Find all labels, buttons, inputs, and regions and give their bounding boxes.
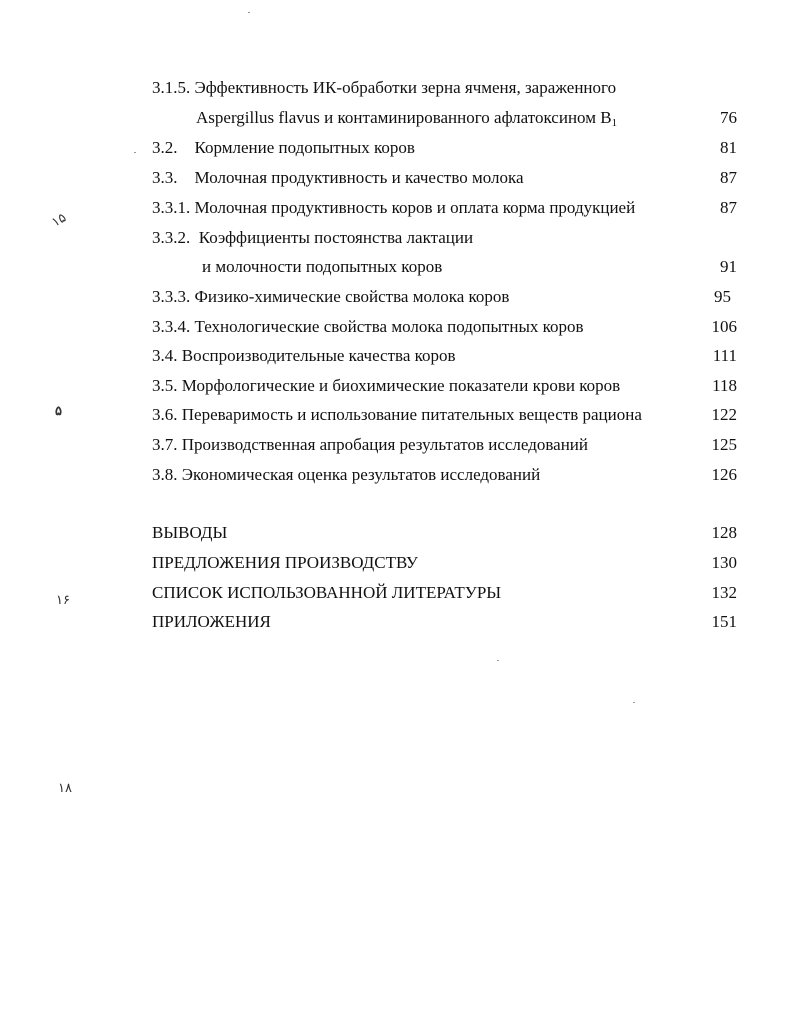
toc-entry-title: 3.8. Экономическая оценка результатов исследований	[152, 465, 541, 484]
section-entry	[0, 583, 797, 609]
margin-mark: ۱۶	[56, 592, 70, 607]
section-entry	[0, 553, 797, 579]
toc-entry-page: 106	[711, 317, 737, 336]
toc-entry-page: 95	[714, 287, 731, 306]
toc-entry	[0, 168, 797, 194]
toc-entry	[0, 138, 797, 164]
section-entry	[0, 523, 797, 549]
toc-entry	[0, 376, 797, 402]
section-entry-page: 128	[711, 523, 737, 542]
section-entry-title: ВЫВОДЫ	[152, 523, 228, 542]
toc-entry-title: 3.3.4. Технологические свойства молока подопытных коров	[152, 317, 584, 336]
section-entry	[0, 612, 797, 638]
toc-entry-title: 3.3.1. Молочная продуктивность коров и оплата корма продукцией	[152, 198, 636, 217]
scan-speck	[633, 702, 635, 703]
toc-entry-page: 87	[720, 198, 737, 217]
toc-entry-title: Aspergillus flavus и контаминированного афлатоксином $B_1$	[196, 108, 618, 129]
toc-entry	[0, 405, 797, 431]
margin-mark: ۱۵	[48, 209, 69, 230]
toc-entry-title: 3.6. Переваримость и использование питательных веществ рациона	[152, 405, 642, 424]
toc-entry	[0, 198, 797, 224]
section-entry-title: ПРЕДЛОЖЕНИЯ ПРОИЗВОДСТВУ	[152, 553, 418, 572]
scan-speck	[134, 152, 136, 153]
toc-entry-page: 76	[720, 108, 737, 127]
toc-entry	[0, 346, 797, 372]
toc-entry-page: 91	[720, 257, 737, 276]
toc-entry-page: 126	[711, 465, 737, 484]
toc-entry-title: 3.7. Производственная апробация результатов исследований	[152, 435, 589, 454]
toc-entry	[0, 108, 797, 134]
section-entry-page: 132	[711, 583, 737, 602]
toc-entry-title: 3.3.3. Физико-химические свойства молока коров	[152, 287, 510, 306]
toc-entry-title: 3.3.2. Коэффициенты постоянства лактации	[152, 228, 474, 247]
toc-entry-page: 118	[712, 376, 737, 395]
section-entry-page: 130	[711, 553, 737, 572]
section-entry-title: ПРИЛОЖЕНИЯ	[152, 612, 271, 631]
toc-entry-page: 125	[711, 435, 737, 454]
margin-mark: ۱۸	[58, 780, 72, 795]
toc-entry-title: 3.1.5. Эффективность ИК-обработки зерна ячменя, зараженного	[152, 78, 617, 97]
toc-entry	[0, 287, 797, 313]
scan-speck	[497, 660, 499, 661]
toc-entry-title: и молочности подопытных коров	[202, 257, 443, 276]
toc-entry-title: 3.4. Воспроизводительные качества коров	[152, 346, 456, 365]
margin-mark: ۵	[55, 403, 62, 418]
toc-entry-title: 3.3. Молочная продуктивность и качество молока	[152, 168, 524, 187]
section-entry-page: 151	[711, 612, 737, 631]
toc-entry	[0, 465, 797, 491]
toc-entry-title: 3.2. Кормление подопытных коров	[152, 138, 415, 157]
scan-speck	[248, 12, 250, 13]
toc-entry	[0, 228, 797, 254]
toc-entry	[0, 435, 797, 461]
toc-entry	[0, 257, 797, 283]
toc-entry	[0, 78, 797, 104]
toc-entry-page: 111	[712, 346, 737, 365]
section-entry-title: СПИСОК ИСПОЛЬЗОВАННОЙ ЛИТЕРАТУРЫ	[152, 583, 502, 602]
toc-entry-page: 122	[711, 405, 737, 424]
toc-entry	[0, 317, 797, 343]
toc-entry-title: 3.5. Морфологические и биохимические показатели крови коров	[152, 376, 621, 395]
toc-entry-page: 81	[720, 138, 737, 157]
toc-entry-page: 87	[720, 168, 737, 187]
